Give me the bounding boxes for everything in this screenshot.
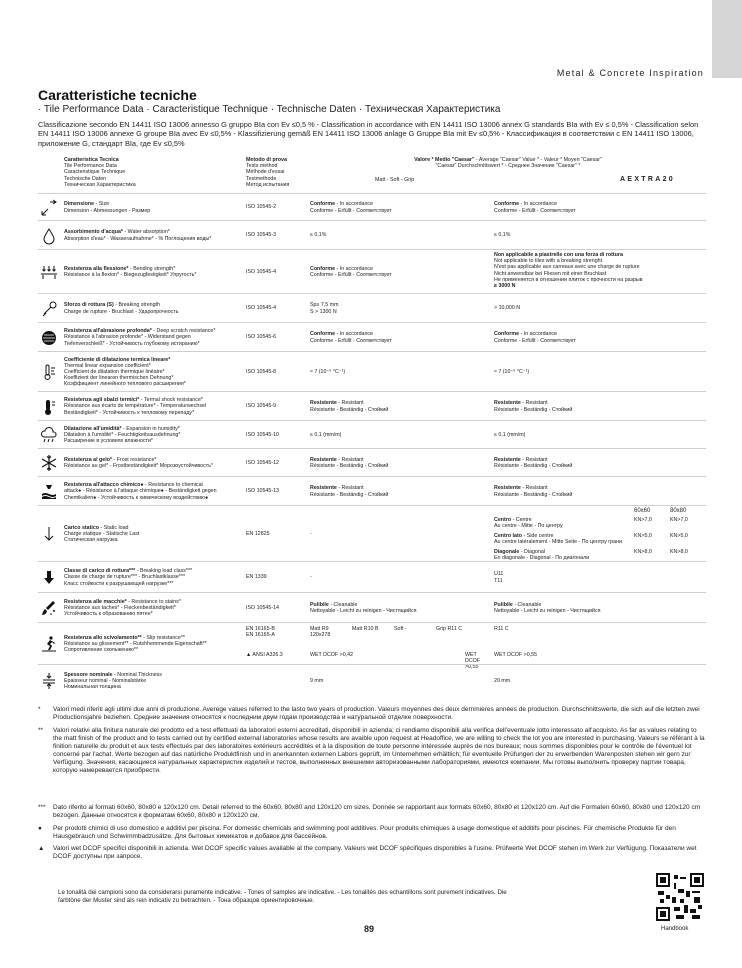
characteristic-title: Resistenza alla flessione* <box>64 265 129 272</box>
table-row <box>38 249 706 293</box>
table-row <box>38 505 706 561</box>
characteristic-description: Assorbimento d'acqua* - Water absorption* Absorption d'eau* - Wasseraufnahme* - % Поглощения воды* <box>64 229 212 242</box>
page-title: Caratteristiche tecniche <box>38 87 197 103</box>
table-row <box>38 420 706 448</box>
corner-tab <box>712 0 742 78</box>
value-matt-soft-grip: ≤ 0,1% <box>310 232 327 239</box>
characteristic-description: Coefficiente di dilatazione termica lineare* Thermal linear expansion coefficient* Coefficient de dilatation thermique linéaire* Koeffizient der linearen thermischen Dehnung* Коэффициент линейного теплового расширения* <box>64 356 186 388</box>
value-matt-soft-grip: Resistente - Resistant Résistante - Beständig - Стойкий <box>310 400 389 413</box>
bending-strength-icon <box>40 263 58 281</box>
static-load-table: 60x60 80x80 Centro - Centre Au centre - Mitte - По центру KN>7,0 KN>7,0 Centro lato - Side centre Au centre latéralement - Mitte Seite - По центру грани KN>5,0 KN>5,0 Diagonale - Diagonal En diagonale - Diagonal - По диагонали KN>8,0 KN>8,0 <box>494 508 688 562</box>
value-aextra20: ≤ 0,1 (mm/m) <box>494 431 526 438</box>
test-method: ISO 10545-9 <box>246 403 277 410</box>
slip-values-aextra20: R11 C WET DCOF >0,55 <box>494 626 538 659</box>
value-matt-soft-grip: Conforme - In accordance Conforme - Erfüllt - Соответствует <box>310 265 392 278</box>
characteristic-description: Spessore nominale - Nominal Thickness Epaisseur nominal - Nominalstärke Номинальная толщина <box>64 671 162 691</box>
page-subtitle: · Tile Performance Data · Caracteristique Technique · Technische Daten · Техническая Характеристика <box>38 104 501 115</box>
value-matt-soft-grip: 9 mm <box>310 677 324 684</box>
test-method: ISO 10545-12 <box>246 459 279 466</box>
characteristic-title: Resistenza allo scivolamento** <box>64 634 142 641</box>
characteristic-description: Classe di carico di rottura*** - Breaking load class*** Classe de charge de rupture*** - Bruchlastklasse*** Класс стойкости к разрушающей нагрузке*** <box>64 568 193 587</box>
table-row <box>38 193 706 220</box>
characteristic-title: Resistenza alle macchie* <box>64 598 127 605</box>
characteristic-description: Resistenza al gelo* - Frost resistance* Résistance au gel* - Frostbeständigkeit* Морозоустойчивость* <box>64 456 214 469</box>
characteristic-title: Carico statico <box>64 524 100 531</box>
characteristic-title: Coefficiente di dilatazione termica lineare* <box>64 356 171 363</box>
characteristic-title: Assorbimento d'acqua* <box>64 229 123 236</box>
value-aextra20: Non applicabile a piastrelle con una forza di rottura Not applicable to tiles with a breaking strenght N'est pas applicable aux carreaux avec une charge de rupture Nicht anwendbar bei Fliesen mit einer Bruchlast Не применяется в отношении плиток с прочности на разрыв ≥ 3000 N <box>494 252 643 290</box>
test-method: ISO 10545-6 <box>246 334 277 341</box>
table-row <box>38 561 706 592</box>
table-row <box>38 322 706 351</box>
characteristic-title: Classe di carico di rottura*** <box>64 568 136 575</box>
page-number: 89 <box>364 924 375 934</box>
table-row <box>38 391 706 420</box>
static-load-arrow-icon <box>40 525 58 543</box>
characteristic-description: Dimensione - Size Dimension - Abmessungen - Размер <box>64 201 151 214</box>
test-method: ISO 10545-4 <box>246 305 277 312</box>
table-header <box>38 155 706 191</box>
value-aextra20: ≈ 7 (10⁻⁶ °C⁻¹) <box>494 368 530 375</box>
slip-values-matt: Matt R9 120x278 Matt R10 B Soft - Grip R11 C WET DCOF >0,42 WET DCOF >0,55 <box>310 626 481 671</box>
value-matt-soft-grip: Pulibile - Cleanable Nettoyable - Leicht zu reinigen - Чистящийся <box>310 601 417 614</box>
series-title: Metal & Concrete Inspiration <box>556 68 704 78</box>
breaking-strength-icon <box>40 300 58 318</box>
characteristic-description: Resistenza all'abrasione profonda* - Deep scratch resistance* Résistance à l'abrasion profonde* - Widerstand gegen Tiefenverschleiß* - Устойчивость глубокому истиранию* <box>64 328 216 347</box>
table-row <box>38 293 706 322</box>
value-aextra20: ≤ 0,1% <box>494 232 511 239</box>
value-matt-soft-grip: Resistente - Resistant Résistante - Beständig - Стойкий <box>310 485 389 498</box>
value-matt-soft-grip: Conforme - In accordance Conforme - Erfüllt - Соответствует <box>310 201 392 214</box>
value-matt-soft-grip: Sp≥ 7,5 mm S > 1300 N <box>310 302 339 315</box>
value-aextra20: Resistente - Resistant Résistante - Beständig - Стойкий <box>494 400 573 413</box>
value-matt-soft-grip: - <box>310 530 312 537</box>
characteristic-description: Resistenza alle macchie* - Resistance to stains* Résistance aux taches* - Fleckenbeständigkeit* Устойчивость к образованию пятен* <box>64 598 181 618</box>
value-matt-soft-grip: ≈ 7 (10⁻⁶ °C⁻¹) <box>310 368 346 375</box>
test-method: ISO 10545-14 <box>246 604 279 611</box>
slip-resistance-icon <box>40 635 58 653</box>
test-method: EN 12825 <box>246 530 270 537</box>
characteristic-title: Dilatazione all'umidità* <box>64 425 122 432</box>
characteristic-title: Resistenza al gelo* <box>64 456 112 463</box>
header-value: Valore * Medio "Caesar" - Average "Caesar" Value * - Valeur * Moyen "Caesar" "Caesar" Durchschnittswert * - Среднее Значение "Caesar" * <box>414 157 602 170</box>
thickness-icon <box>40 672 58 690</box>
table-row <box>38 220 706 249</box>
test-method: EN 16165-B EN 16165-A ▲ ANSI A326.3 <box>246 626 283 659</box>
value-matt-soft-grip: Conforme - In accordance Conforme - Erfüllt - Соответствует <box>310 331 392 344</box>
characteristic-title: Resistenza agli sbalzi termici* <box>64 397 140 404</box>
value-matt-soft-grip: ≤ 0,1 (mm/m) <box>310 431 342 438</box>
header-method: Metodo di prova Tests method Méthode d'essai Testmethode Метод испытания <box>246 157 290 188</box>
test-method: ISO 10545-10 <box>246 431 279 438</box>
characteristic-title: Dimensione <box>64 201 95 208</box>
value-aextra20: Pulibile - Cleanable Nettoyable - Leicht zu reinigen - Чистящийся <box>494 601 601 614</box>
characteristic-description: Resistenza allo scivolamento** - Slip resistance** Résistance au glissement** - Rutshhemmende Eigenschaft** Сопротивление скольжению** <box>64 634 207 654</box>
characteristic-title: Resistenza all'abrasione profonda* <box>64 328 152 335</box>
characteristic-title: Sforzo di rottura (S) <box>64 302 114 309</box>
abrasion-icon <box>40 329 58 347</box>
value-aextra20: Resistente - Resistant Résistante - Beständig - Стойкий <box>494 485 573 498</box>
value-aextra20: Resistente - Resistant Résistante - Beständig - Стойкий <box>494 456 573 469</box>
value-aextra20: Conforme - In accordance Conforme - Erfüllt - Соответствует <box>494 331 576 344</box>
table-row <box>38 592 706 622</box>
characteristic-description: Resistenza agli sbalzi termici* - Termal shock resistance* Résistance aux écarts de température* - Temperaturwechsel Beständigkeit* - Устойчивость к тепловому перепаду* <box>64 397 207 416</box>
test-method: ISO 10545-8 <box>246 368 277 375</box>
value-matt-soft-grip: - <box>310 574 312 581</box>
value-aextra20: Conforme - In accordance Conforme - Erfüllt - Соответствует <box>494 201 576 214</box>
chemical-attack-icon <box>40 483 58 501</box>
breaking-load-arrow-icon <box>40 569 58 587</box>
test-method: ISO 10545-3 <box>246 232 277 239</box>
header-characteristic: Caratteristica Tecnica Tile Performance Data Caracteristique Technique Technische Daten Техническая Характеристика <box>64 157 136 188</box>
header-sub-aextra20: AEXTRA20 <box>620 176 675 183</box>
qr-code-icon[interactable] <box>656 873 704 921</box>
table-row <box>38 664 706 696</box>
characteristic-description: Resistenza all'attacco chimico● - Resistance to chemical attack● - Résistance à l'attaque chimique● - Beständigkeit gegen Chemikalien● - Устойчивость к химическому воздействию● <box>64 482 217 501</box>
table-row <box>38 448 706 476</box>
test-method: ISO 10545-13 <box>246 488 279 495</box>
characteristic-title: Spessore nominale <box>64 671 113 678</box>
footer-disclaimer: Le tonalità dei campioni sono da considerarsi puramente indicative. - Tones of samples are indicative. - Les tonalités des echantillons sont purement indicatives. Die farbtöne der Muster sind als rein indicativ zu betrachten. - Тона образцов ориентировочные. <box>58 889 507 904</box>
characteristic-title: Resistenza all'attacco chimico● <box>64 482 144 489</box>
frost-snowflake-icon <box>40 454 58 472</box>
value-aextra20: > 10.000 N <box>494 305 521 312</box>
value-matt-soft-grip: Resistente - Resistant Résistante - Beständig - Стойкий <box>310 456 389 469</box>
classification-text: Classificazione secondo EN 14411 ISO 13006 annesso G gruppo BIa con Ev ≤0,5 % - Classification in accordance with EN 14411 ISO 13006 annex G standards BIa with Ev ≤ 0,5% - Classification selon EN 14411 ISO 13006 annexe G groupe BIa avec Ev ≤0,5% - Klassifizierung gemäß EN 14411 ISO 13006 anlage G Gruppe BIa mit Ev ≤0,5% - Классификация в соответствии с EN 14411 ISO 13006, приложение G, стандарт BIa, где Ev ≤0,5% <box>38 120 699 148</box>
dimension-arrows-icon <box>40 199 58 217</box>
test-method: ISO 10545-4 <box>246 268 277 275</box>
table-row <box>38 622 706 671</box>
qr-label: Handbook <box>661 926 689 932</box>
table-row <box>38 476 706 505</box>
humidity-cloud-icon <box>40 426 58 444</box>
value-aextra20: U11 T11 <box>494 571 504 584</box>
thermal-shock-icon <box>40 398 58 416</box>
characteristic-description: Sforzo di rottura (S) - Breaking strength Charge de rupture - Bruchlast - Ударопрочность <box>64 302 179 315</box>
value-aextra20: 20 mm <box>494 677 511 684</box>
water-drop-icon <box>40 227 58 245</box>
characteristic-description: Resistenza alla flessione* - Bending strength* Résistance à la flexion* - Biegezugfestigkeit* Упругость* <box>64 265 197 278</box>
table-row <box>38 351 706 391</box>
stain-brush-icon <box>40 599 58 617</box>
header-sub-finishes: Matt - Soft - Grip <box>375 177 415 183</box>
characteristic-description: Dilatazione all'umidità* - Expansion in humidity* Dilatation à l'umidité* - Feuchtigkeitsausdehnung* Расширение в условиях влажности* <box>64 425 181 445</box>
test-method: ISO 10545-2 <box>246 204 277 211</box>
page: Metal & Concrete Inspiration Caratteristiche tecniche · Tile Performance Data · Caracteristique Technique · Technische Daten · Техническая Характеристика Classificazione secondo EN 14411 ISO 13006 annesso G gruppo BIa con Ev ≤0,5 % - Classification in accordance with EN 14411 ISO 13006 annex G standards BIa with Ev ≤ 0,5% - Classification selon EN 14411 ISO 13006 annexe G groupe BIa avec Ev ≤0,5% - Klassifizierung gemäß EN 14411 ISO 13006 anlage G Gruppe BIa mit Ev ≤0,5% - Классификация в соответствии с EN 14411 ISO 13006, приложение G, стандарт BIa, где Ev ≤0,5% Caratteristica Tecnica Tile Performance Data Caracteristique Technique Technische Daten Техническая Характеристика Metodo di prova Tests method Méthode d'essai Testmethode Метод испытания Valore * Medio "Caesar" - Average "Caesar" Value * - Valeur * Moyen "Caesar" "Caesar" Durchschnittswert * - Среднее Значение "Caesar" * Matt - Soft - Grip AEXTRA20 Dimensione - Size Dimension - Abmessungen - Размер ISO 10545-2 Conforme - In accordance Conforme - Erfüllt - Соответствует Conforme - In accordance Conforme - Erfüllt - Соответствует Assorbimento d'acqua* - Water absorption* Absorption d'eau* - Wasseraufnahme* - % Поглощения воды* ISO 10545-3 ≤ 0,1% ≤ 0,1% Resistenza alla flessione* - Bending strength* Résistance à la flexion* - Biegezugfestigkeit* Упругость* ISO 10545-4 Conforme - In accordance Conforme - Erfüllt - Соответствует Non applicabile a piastrelle con una forza di rottura Not applicable to tiles with a breaking strenght N'est pas applicable aux carreaux avec une charge de rupture Nicht anwendbar bei Fliesen mit einer Bruchlast Не применяется в отношении плиток с прочности на разрыв ≥ 3000 N Sforzo di rottura (S) - Breaking strength Charge de rupture - Bruchlast - Ударопрочность ISO 10545-4 Sp≥ 7,5 mm S > 1300 N > 10.000 N Resistenza all'abrasione profonda* - Deep scratch resistance* Résistance à l'abrasion profonde* - Widerstand gegen Tiefenverschleiß* - Устойчивость глубокому истиранию* ISO 10545-6 Conforme - In accordance Conforme - Erfüllt - Соответствует Conforme - In accordance Conforme - Erfüllt - Соответствует Coefficiente di dilatazione termica lineare* Thermal linear expansion coefficient* Coefficient de dilatation thermique linéaire* Koeffizient der linearen thermischen Dehnung* Коэффициент линейного теплового расширения* ISO 10545-8 ≈ 7 (10⁻⁶ °C⁻¹) ≈ 7 (10⁻⁶ °C⁻¹) Resistenza agli sbalzi termici* - Termal shock resistance* Résistance aux écarts de température* - Temperaturwechsel Beständigkeit* - Устойчивость к тепловому перепаду* ISO 10545-9 Resistente - Resistant Résistante - Beständig - Стойкий Resistente - Resistant Résistante - Beständig - Стойкий Dilatazione all'umidità* - Expansion in humidity* Dilatation à l'umidité* - Feuchtigkeitsausdehnung* Расширение в условиях влажности* ISO 10545-10 ≤ 0,1 (mm/m) ≤ 0,1 (mm/m) Resistenza al gelo* - Frost resistance* Résistance au gel* - Frostbeständigkeit* Морозоустойчивость* ISO 10545-12 Resistente - Resistant Résistante - Beständig - Стойкий Resistente - Resistant Résistante - Beständig - Стойкий Resistenza all'attacco chimico● - Resistance to chemical attack● - Résistance à l'attaque chimique● - Beständigkeit gegen Chemikalien● - Устойчивость к химическому воздействию● ISO 10545-13 Resistente - Resistant Résistante - Beständig - Стойкий Resistente - Resistant Résistante - Beständig - Стойкий Carico statico - Static load Charge statique - Statische Last Статическая нагрузка EN 12825 - 60x60 80x80 Centro - Centre Au centre - Mitte - По центру KN>7,0 KN>7,0 Centro lato - Side centre Au centre latéralement - Mitte Seite - По центру грани KN>5,0 KN>5,0 Diagonale - Diagonal En diagonale - Diagonal - По диагонали KN>8,0 KN>8,0 Classe di carico di rottura*** - Breaking load class*** Classe de charge de rupture*** - Bruchlastklasse*** Класс стойкости к разрушающей нагрузке*** EN 1339 - U11 T11 Resistenza alle macchie* - Resistance to stains* Résistance aux taches* - Fleckenbeständigkeit* Устойчивость к образованию пятен* ISO 10545-14 Pulibile - Cleanable Nettoyable - Leicht zu reinigen - Чистящийся Pulibile - Cleanable Nettoyable - Leicht zu reinigen - Чистящийся Resistenza allo scivolamento** - Slip resistance** Résistance au glissement** - Rutshhemmende Eigenschaft** Сопротивление скольжению** EN 16165-B EN 16165-A ▲ ANSI A326.3 Matt R9 120x278 Matt R10 B Soft - Grip R11 C WET DCOF >0,42 WET DCOF >0,55 R11 C WET DCOF >0,55 Spessore nominale - Nominal Thickness Epaisseur nominal - Nominalstärke Номинальная толщина 9 mm 20 mm * Valori medi riferiti agli ultimi due anni di produzione. Averege values referred to the lasto two years of production. Valeurs moyennes des deux dernmières années de production. Durchschnittswerte, die sich auf die letzten zwei Productionsjahre beziehen. Средние значения относятся к последним двум годам производства и натуральной отделке поверхности. ** Valori relativi alla finitura naturale del prodotto ed a test effettuati da laboratori esterni accreditati, disponibili in azienda; ci rendiamo disponibili alla verifica dell'eventuale lotto interessato all'acquisto. As far as values relating to the matt finish of the product and to tests carried out by certified external laboratories whose results are avaible upon request at Headoffice, we are willing to check the lot you are interested in purchasing. Valeurs se référant à la finition naturelle du produit et aux tests effectués par des laboratoires extérieurs accrédités et à la disposition de toute personne intéressée auprès de nos bureaux; nous sommes disponibles pour le contrôle de l'éventuel lot concerné par l'achat. Werte bezogen auf das natürliche Produktfinish und in anerkannten externen Labors geprüft, im Unternehmen erhältlich; für eventuelle Prüfungen der zu erwerbenden Warenposten stehen wir gern zur Verfügung. Значения, касающиеся натуральных характеристик изделий и тестов, выполненных внешними авторизованными лабораториями, имеются компании. Мы готовы выполнить проверку партии товара, которую намеревается приобрести. *** Dato riferito ai formati 60x60, 80x80 e 120x120 cm. Detail referred to the 60x60, 80x80 and 120x120 cm sizes. Donnée se rapportant aux formats 60x60, 80x80 et 120x120 cm. Auf die Formaten 60x60, 80x80 und 120x120 cm bezogen. Данные относятся к форматам 60x60, 80x80 и 120x120 см. ● Per prodotti chimici di uso domestico e additivi per piscina. For domestic chemicals and swimming pool additives. Pour produits chimiques à usage domestique et additifs pour piscines. Für chemische Produkte für den Hausgebrauch und Schwimmbadzusätze. Для бытовых химикатов и добавок для бассейнов. ▲ Valori wet DCOF specifici disponibili in azienda. Wet DCOF specific values available at the company. Valeurs wet DCOF spécifiques disponibles à l'usine. Prüfwerte Wet DCOF stehen im Werk zur Verfügung. Показатели wet DCOF доступны при запросе. Le tonalità dei campioni sono da considerarsi puramente indicative. - Tones of samples are indicative. - Les tonalités des echantillons sont purement indicatives. Die farbtöne der Muster sind als rein indicativ zu betrachten. - Тона образцов ориентировочные. 89 Handbook <box>0 0 742 968</box>
test-method: EN 1339 <box>246 574 267 581</box>
characteristic-description: Carico statico - Static load Charge statique - Statische Last Статическая нагрузка <box>64 524 140 544</box>
thermal-expansion-icon <box>40 363 58 381</box>
